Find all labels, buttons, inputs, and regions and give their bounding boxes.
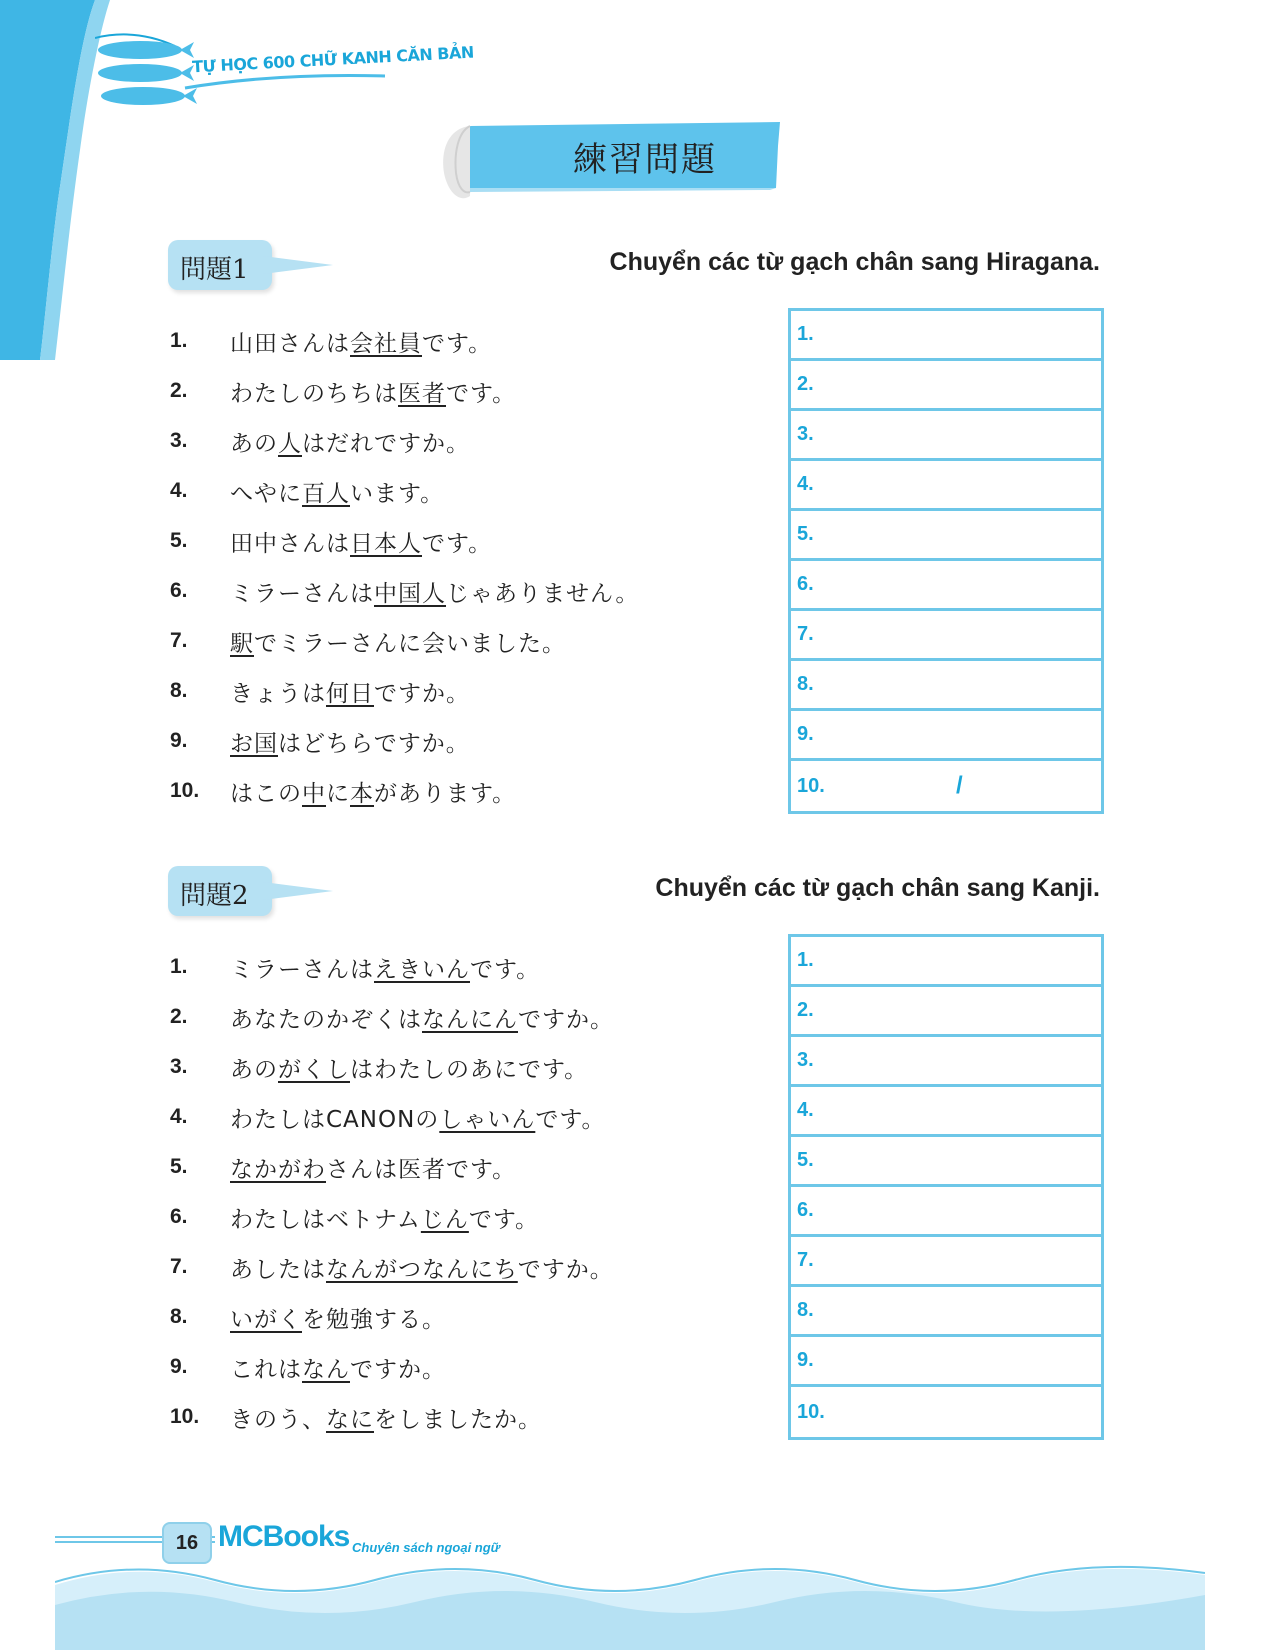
question-tag-2 — [168, 866, 338, 916]
underlined-word: 人 — [278, 430, 302, 457]
underlined-word: お国 — [230, 730, 278, 757]
sentence-fragment: さんは医者です。 — [326, 1156, 517, 1183]
tag-label: 問題1 — [180, 255, 249, 285]
question-item — [170, 566, 770, 616]
answer-number: 4. — [797, 1099, 814, 1121]
sentence-fragment: をしましたか。 — [374, 1406, 542, 1433]
series-title: TỰ HỌC 600 CHỮ KANH CĂN BẢN — [191, 42, 475, 77]
tag-tail — [263, 256, 333, 274]
question-number: 8. — [170, 1305, 188, 1328]
answer-number: 3. — [797, 1049, 814, 1071]
answer-field[interactable] — [791, 761, 1101, 811]
question-number: 8. — [170, 679, 188, 702]
question-item — [170, 616, 770, 666]
question-item — [170, 366, 770, 416]
answer-number: 9. — [797, 723, 814, 745]
question-sentence — [230, 1251, 614, 1284]
answer-field[interactable] — [791, 511, 1101, 561]
underlined-word: 中 — [302, 780, 326, 807]
question-sentence — [230, 325, 492, 358]
sentence-fragment: はこの — [230, 780, 302, 807]
answer-number: 2. — [797, 373, 814, 395]
underlined-word: えきいん — [374, 956, 470, 983]
question-number: 2. — [170, 1005, 188, 1028]
answer-number: 6. — [797, 573, 814, 595]
question-sentence — [230, 1051, 588, 1084]
sentence-fragment: います。 — [350, 480, 445, 507]
question-item — [170, 1042, 770, 1092]
answer-slash: / — [956, 772, 963, 799]
question-number: 7. — [170, 1255, 188, 1278]
answer-field[interactable] — [791, 411, 1101, 461]
question-tag-1 — [168, 240, 338, 290]
question-item — [170, 316, 770, 366]
question-list-2 — [170, 942, 770, 1442]
question-sentence — [230, 951, 540, 984]
answer-field[interactable] — [791, 1337, 1101, 1387]
underlined-word: がくし — [278, 1056, 350, 1083]
sentence-fragment: です。 — [535, 1106, 606, 1133]
question-number: 10. — [170, 779, 200, 802]
tag-label: 問題2 — [180, 881, 249, 911]
question-sentence — [230, 1401, 542, 1434]
answer-field[interactable] — [791, 937, 1101, 987]
sentence-fragment: ですか。 — [518, 1006, 614, 1033]
question-item — [170, 1292, 770, 1342]
answer-number: 7. — [797, 623, 814, 645]
answer-field[interactable] — [791, 561, 1101, 611]
answer-number: 5. — [797, 523, 814, 545]
question-item — [170, 1242, 770, 1292]
answer-box-1 — [788, 308, 1104, 814]
answer-field[interactable] — [791, 661, 1101, 711]
question-list-1 — [170, 316, 770, 816]
sentence-fragment: です。 — [422, 530, 493, 557]
sentence-fragment: わたしのちちは — [230, 380, 398, 407]
sentence-fragment: わたしはCANONの — [230, 1106, 440, 1133]
underlined-word: なかがわ — [230, 1156, 326, 1183]
question-sentence — [230, 375, 516, 408]
underlined-word: しゃいん — [439, 1106, 536, 1133]
answer-number: 1. — [797, 323, 814, 345]
question-sentence — [230, 675, 470, 708]
answer-field[interactable] — [791, 1237, 1101, 1287]
question-sentence — [230, 1001, 614, 1034]
brand-logo: MCBooks — [218, 1520, 350, 1553]
question-sentence — [230, 1201, 539, 1234]
answer-field[interactable] — [791, 711, 1101, 761]
question-item — [170, 666, 770, 716]
answer-number: 2. — [797, 999, 814, 1021]
answer-field[interactable] — [791, 987, 1101, 1037]
question-item — [170, 1092, 770, 1142]
sentence-fragment: あなたのかぞくは — [230, 1006, 422, 1033]
instruction-2: Chuyển các từ gạch chân sang Kanji. — [655, 874, 1100, 902]
question-sentence — [230, 1301, 446, 1334]
answer-box-2 — [788, 934, 1104, 1440]
underlined-word: いがく — [230, 1306, 302, 1333]
answer-number: 3. — [797, 423, 814, 445]
sentence-fragment: です。 — [470, 956, 541, 983]
question-sentence — [230, 725, 470, 758]
answer-field[interactable] — [791, 1387, 1101, 1437]
question-number: 5. — [170, 1155, 188, 1178]
sentence-fragment: 山田さんは — [230, 330, 350, 357]
question-sentence — [230, 425, 470, 458]
question-number: 7. — [170, 629, 188, 652]
question-sentence — [230, 775, 516, 808]
sentence-fragment: ミラーさんは — [230, 956, 374, 983]
underlined-word: 会社員 — [350, 330, 422, 357]
sentence-fragment: へやに — [230, 480, 302, 507]
question-sentence — [230, 525, 492, 558]
question-sentence — [230, 1151, 516, 1184]
sentence-fragment: あの — [230, 1056, 278, 1083]
sentence-fragment: に — [326, 780, 350, 807]
sentence-fragment: ですか。 — [350, 1356, 446, 1383]
sentence-fragment: はどちらですか。 — [278, 730, 470, 757]
question-number: 9. — [170, 1355, 188, 1378]
question-number: 4. — [170, 1105, 188, 1128]
question-item — [170, 766, 770, 816]
question-item — [170, 1342, 770, 1392]
answer-field[interactable] — [791, 1187, 1101, 1237]
page-number: 16 — [162, 1522, 212, 1564]
answer-number: 6. — [797, 1199, 814, 1221]
sentence-fragment: はわたしのあにです。 — [350, 1056, 589, 1083]
page-title: 練習問題 — [573, 140, 717, 180]
underlined-word: なんがつなんにち — [326, 1256, 518, 1283]
question-item — [170, 1142, 770, 1192]
question-item — [170, 466, 770, 516]
underlined-word: 本 — [350, 780, 374, 807]
sentence-fragment: あしたは — [230, 1256, 326, 1283]
sentence-fragment: わたしはベトナム — [230, 1206, 421, 1233]
answer-field[interactable] — [791, 1037, 1101, 1087]
underlined-word: なん — [302, 1356, 350, 1383]
answer-number: 10. — [797, 1400, 825, 1423]
answer-number: 1. — [797, 949, 814, 971]
footer-waves — [55, 1560, 1205, 1650]
sentence-fragment: 田中さんは — [230, 530, 350, 557]
answer-field[interactable] — [791, 611, 1101, 661]
question-number: 5. — [170, 529, 188, 552]
sentence-fragment: はだれですか。 — [302, 430, 470, 457]
question-number: 1. — [170, 955, 188, 978]
sentence-fragment: でミラーさんに会いました。 — [254, 630, 566, 657]
question-item — [170, 516, 770, 566]
question-number: 6. — [170, 579, 188, 602]
underlined-word: なんにん — [422, 1006, 518, 1033]
sentence-fragment: です。 — [468, 1206, 540, 1233]
sentence-fragment: です。 — [422, 330, 493, 357]
question-number: 10. — [170, 1405, 200, 1428]
sentence-fragment: きのう、 — [230, 1406, 326, 1433]
question-sentence — [230, 475, 444, 508]
answer-number: 8. — [797, 673, 814, 695]
question-sentence — [230, 575, 639, 608]
question-number: 3. — [170, 429, 188, 452]
sentence-fragment: を勉強する。 — [302, 1306, 446, 1333]
question-item — [170, 1392, 770, 1442]
answer-number: 4. — [797, 473, 814, 495]
sentence-fragment: があります。 — [374, 780, 517, 807]
question-item — [170, 716, 770, 766]
sentence-fragment: ですか。 — [374, 680, 470, 707]
sentence-fragment: ですか。 — [517, 1256, 614, 1283]
question-item — [170, 992, 770, 1042]
answer-number: 8. — [797, 1299, 814, 1321]
brand-tagline: Chuyên sách ngoại ngữ — [352, 1540, 500, 1555]
sentence-fragment: あの — [230, 430, 278, 457]
underlined-word: 駅 — [230, 630, 254, 657]
answer-field[interactable] — [791, 1087, 1101, 1137]
sentence-fragment: きょうは — [230, 680, 326, 707]
question-number: 1. — [170, 329, 188, 352]
question-item — [170, 942, 770, 992]
underlined-word: 日本人 — [350, 530, 422, 557]
sentence-fragment: じゃありません。 — [446, 580, 640, 607]
question-number: 9. — [170, 729, 188, 752]
answer-field[interactable] — [791, 461, 1101, 511]
answer-field[interactable] — [791, 1137, 1101, 1187]
underlined-word: 百人 — [302, 480, 350, 507]
answer-number: 9. — [797, 1349, 814, 1371]
question-number: 2. — [170, 379, 188, 402]
question-item — [170, 1192, 770, 1242]
answer-number: 10. — [797, 774, 825, 797]
question-sentence — [230, 1351, 446, 1384]
tag-tail — [263, 882, 333, 900]
answer-field[interactable] — [791, 311, 1101, 361]
question-number: 3. — [170, 1055, 188, 1078]
underlined-word: 中国人 — [374, 580, 446, 607]
underlined-word: じん — [420, 1206, 469, 1233]
underlined-word: 何日 — [326, 680, 374, 707]
underlined-word: 医者 — [398, 380, 446, 407]
answer-number: 7. — [797, 1249, 814, 1271]
sentence-fragment: です。 — [446, 380, 517, 407]
question-item — [170, 416, 770, 466]
question-sentence — [230, 1101, 605, 1134]
question-sentence — [230, 625, 566, 658]
instruction-1: Chuyển các từ gạch chân sang Hiragana. — [609, 248, 1100, 276]
answer-number: 5. — [797, 1149, 814, 1171]
sentence-fragment: ミラーさんは — [230, 580, 374, 607]
question-number: 4. — [170, 479, 188, 502]
sentence-fragment: これは — [230, 1356, 302, 1383]
question-number: 6. — [170, 1205, 188, 1228]
underlined-word: なに — [326, 1406, 374, 1433]
answer-field[interactable] — [791, 1287, 1101, 1337]
answer-field[interactable] — [791, 361, 1101, 411]
